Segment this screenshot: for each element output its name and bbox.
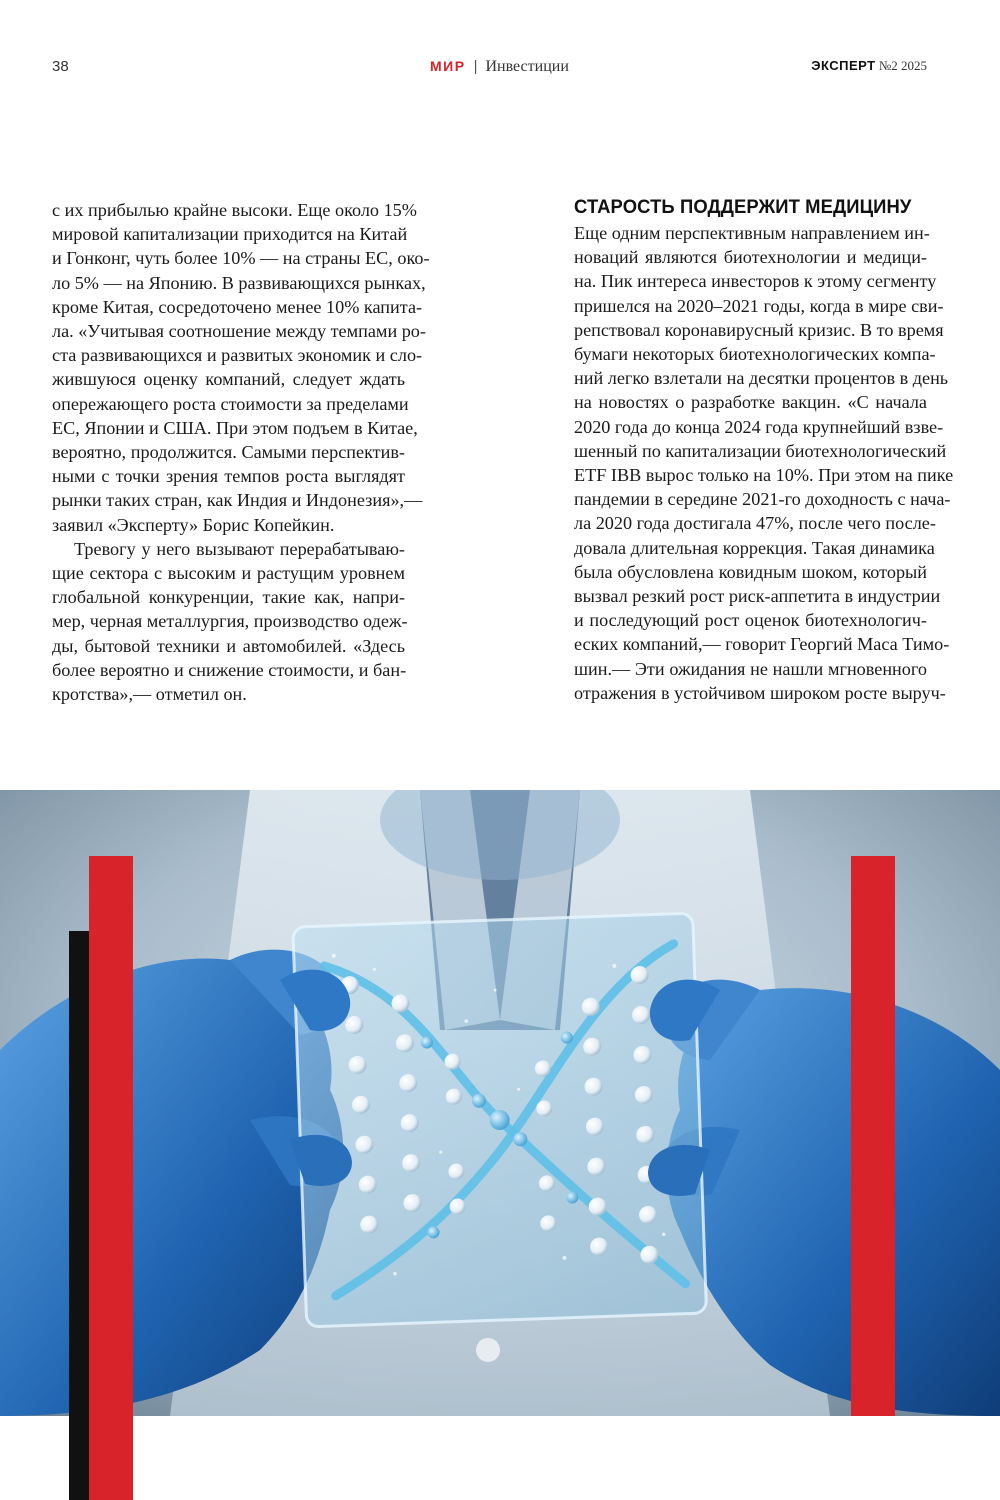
magazine-brand: ЭКСПЕРТ: [811, 58, 876, 73]
text-line: жившуюся оценку компаний, следует ждать: [52, 369, 405, 390]
text-line: и Гонконг, чуть более 10% — на страны ЕС, око-: [52, 248, 430, 269]
decorative-black-bar: [69, 931, 89, 1500]
text-line: опережающего роста стоимости за пределами: [52, 393, 409, 414]
rubric-separator: |: [473, 58, 478, 75]
text-line: ла. «Учитывая соотношение между темпами ро-: [52, 321, 426, 342]
left-paragraph-1: [52, 198, 430, 537]
text-line: ло 5% — на Японию. В развивающихся рынках,: [52, 272, 426, 293]
page-header: [0, 58, 1000, 78]
text-line: еских компаний,— говорит Георгий Маса Тимо-: [574, 634, 950, 655]
text-line: бумаги некоторых биотехнологических компа-: [574, 344, 936, 365]
text-line: глобальной конкуренции, такие как, напри-: [52, 587, 405, 608]
text-line: ста развивающихся и развитых экономик и сло-: [52, 345, 423, 366]
right-column: [574, 196, 954, 705]
text-line: новаций являются биотехнологии и медици-: [574, 247, 927, 268]
dna-slide-illustration: [0, 790, 1000, 1416]
text-line: мировой капитализации приходится на Китай: [52, 224, 408, 245]
left-paragraph-2: [52, 537, 408, 706]
text-line: более вероятно и снижение стоимости, и бан-: [52, 659, 407, 680]
text-line: вызвал резкий рост риск-аппетита в индустрии: [574, 586, 941, 607]
text-line: репствовал коронавирусный кризис. В то время: [574, 319, 944, 340]
text-line: ды, бытовой техники и автомобилей. «Здесь: [52, 635, 405, 656]
text-line: довала длительная коррекция. Такая динамика: [574, 537, 935, 558]
text-line: мер, черная металлургия, производство одеж-: [52, 611, 408, 632]
text-line: шин.— Эти ожидания не нашли мгновенного: [574, 658, 927, 679]
decorative-red-bar-left: [89, 856, 133, 1500]
text-line: кротства»,— отметил он.: [52, 684, 247, 705]
text-line: ла 2020 года достигала 47%, после чего после-: [574, 513, 936, 534]
page-number: 38: [52, 58, 69, 75]
text-line: кроме Китая, сосредоточено менее 10% капита-: [52, 296, 423, 317]
text-line: Тревогу у него вызывают перерабатываю-: [74, 538, 405, 559]
text-line: с их прибылью крайне высоки. Еще около 15%: [52, 200, 417, 220]
text-line: была обусловлена ковидным шоком, который: [574, 561, 927, 582]
article-photo: [0, 790, 1000, 1416]
text-line: щие сектора с высоким и растущим уровнем: [52, 563, 405, 584]
text-line: ЕС, Японии и США. При этом подъем в Китае,: [52, 417, 418, 438]
text-line: Еще одним перспективным направлением ин-: [574, 223, 930, 243]
text-line: ний легко взлетали на десятки процентов в день: [574, 368, 949, 389]
magazine-label: [811, 58, 927, 74]
section-heading: СТАРОСТЬ ПОДДЕРЖИТ МЕДИЦИНУ: [574, 197, 912, 218]
section-name: Инвестиции: [485, 58, 569, 75]
text-line: на. Пик интереса инвесторов к этому сегменту: [574, 271, 937, 292]
text-line: ETF IBB вырос только на 10%. При этом на пике: [574, 465, 954, 486]
text-line: 2020 года до конца 2024 года крупнейший взве-: [574, 416, 944, 437]
left-column: [52, 198, 430, 706]
text-line: вероятно, продолжится. Самыми перспектив-: [52, 442, 405, 463]
text-line: и последующий рост оценок биотехнологич-: [574, 610, 927, 631]
text-line: ными с точки зрения темпов роста выглядят: [52, 466, 405, 487]
magazine-issue: №2 2025: [878, 58, 927, 73]
text-line: на новостях о разработке вакцин. «С начала: [574, 392, 927, 413]
right-paragraph-1: [574, 221, 954, 705]
text-line: заявил «Эксперту» Борис Копейкин.: [52, 514, 335, 535]
rubric-label: МИР: [430, 58, 466, 74]
text-line: шенный по капитализации биотехнологический: [574, 440, 947, 461]
text-line: пандемии в середине 2021-го доходность с нача-: [574, 489, 951, 510]
text-line: отражения в устойчивом широком росте выруч-: [574, 682, 946, 703]
section-label: [430, 58, 569, 76]
text-line: пришелся на 2020–2021 годы, когда в мире сви-: [574, 295, 944, 316]
text-line: рынки таких стран, как Индия и Индонезия»,—: [52, 490, 423, 511]
decorative-red-bar-right: [851, 856, 895, 1416]
